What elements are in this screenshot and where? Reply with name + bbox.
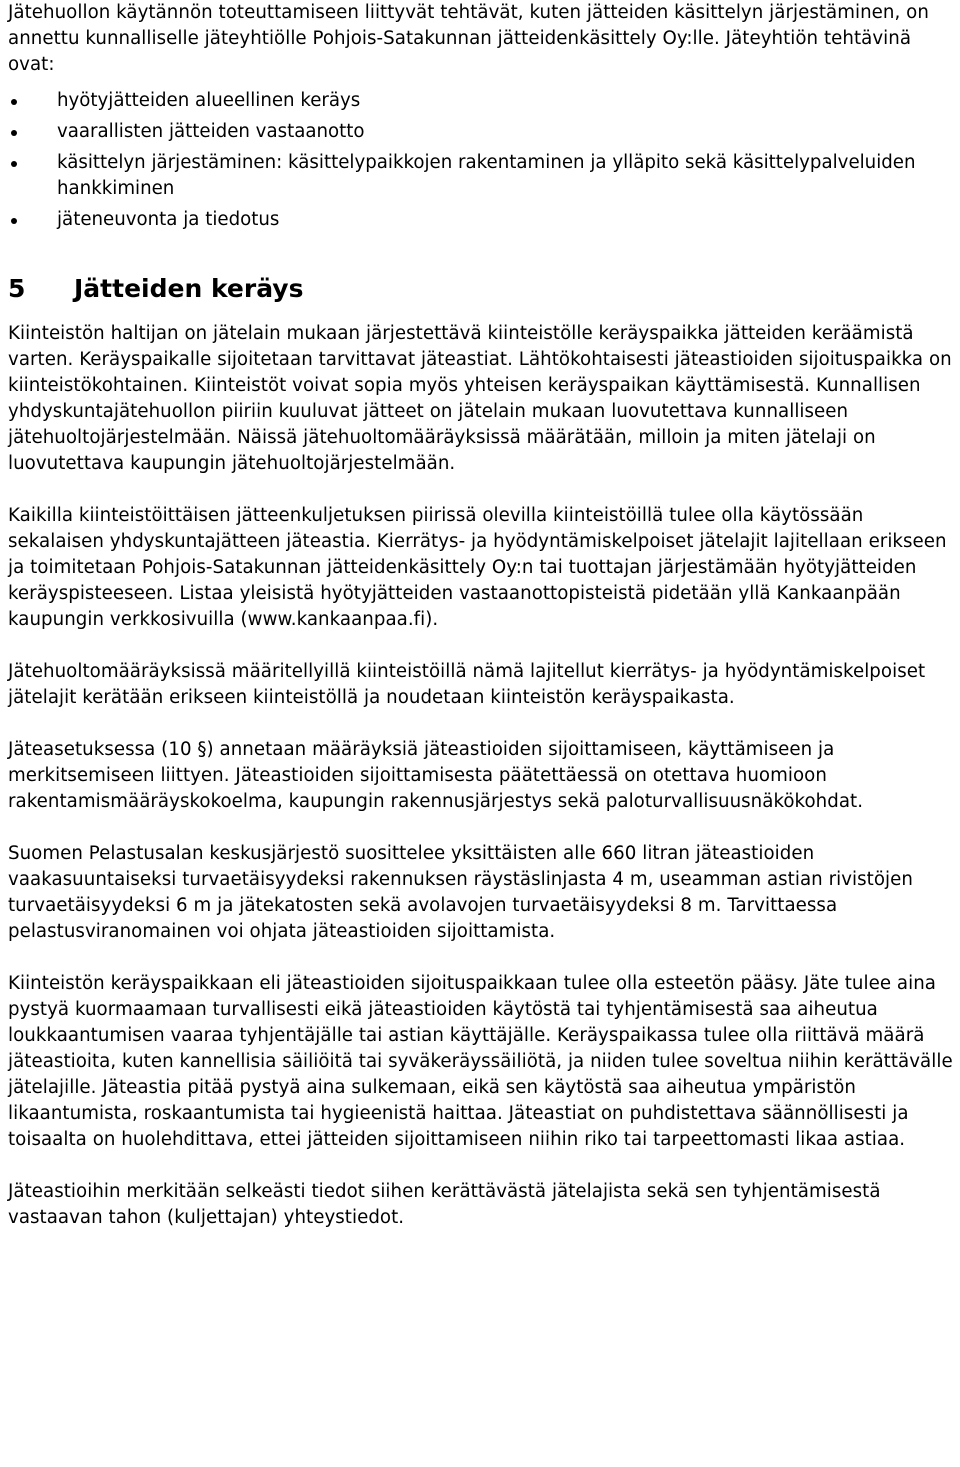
section-body: [8, 321, 958, 1231]
paragraph: Jäteastioihin merkitään selkeästi tiedot siihen kerättävästä jätelajista sekä sen tyhjentämisestä vastaavan tahon (kuljettajan) yhteystiedot.: [8, 1181, 881, 1228]
bullet-icon: [11, 99, 17, 105]
list-item-text: vaarallisten jätteiden vastaanotto: [57, 121, 365, 142]
section-heading: [8, 273, 958, 305]
list-item-text: hyötyjätteiden alueellinen keräys: [57, 90, 361, 111]
section-title: Jätteiden keräys: [74, 274, 304, 303]
section-number: 5: [8, 274, 26, 303]
list-item: [8, 150, 958, 202]
paragraph: Kiinteistön keräyspaikkaan eli jäteastioiden sijoituspaikkaan tulee olla esteetön pääsy. Jäte tulee aina pystyä kuormaamaan turvallisesti eikä jäteastioiden käytöstä tai tyhjentämisestä saa aiheutua loukkaantumisen vaaraa tyhjentäjälle tai astian käyttäjälle. Keräyspaikassa tulee olla riittävä määrä jäteastioita, kuten kannellisia säiliöitä tai syväkeräyssäiliötä, ja niiden tulee soveltua niihin kerättävälle jätelajille. Jäteastia pitää pystyä aina sulkemaan, eikä sen käytöstä saa aiheutua ympäristön likaantumista, roskaantumista tai hygieenistä haittaa. Jäteastiat on puhdistettava säännöllisesti ja toisaalta on huolehdittava, ettei jätteiden sijoittamiseen niihin riko tai tarpeettomasti likaa astiaa.: [8, 973, 953, 1150]
list-item: [8, 207, 958, 233]
intro-paragraph: Jätehuollon käytännön toteuttamiseen liittyvät tehtävät, kuten jätteiden käsittelyn järjestäminen, on annettu kunnalliselle jäteyhtiölle Pohjois-Satakunnan jätteidenkäsittely Oy:lle. Jäteyhtiön tehtävinä ovat:: [8, 2, 929, 75]
document-page: [8, 0, 958, 1231]
list-item: [8, 88, 958, 114]
bullet-icon: [11, 218, 17, 224]
list-item: [8, 119, 958, 145]
paragraph: Suomen Pelastusalan keskusjärjestö suosittelee yksittäisten alle 660 litran jäteastioiden vaakasuuntaiseksi turvaetäisyydeksi rakennuksen räystäslinjasta 4 m, useamman astian rivistöjen turvaetäisyydeksi 6 m ja jätekatosten sekä avolavojen turvaetäisyydeksi 8 m. Tarvittaessa pelastusviranomainen voi ohjata jäteastioiden sijoittamista.: [8, 843, 913, 942]
paragraph: Jätehuoltomääräyksissä määritellyillä kiinteistöillä nämä lajitellut kierrätys- ja hyödyntämiskelpoiset jätelajit kerätään erikseen kiinteistöllä ja noudetaan kiinteistön keräyspaikasta.: [8, 661, 926, 708]
list-item-text: jäteneuvonta ja tiedotus: [57, 209, 280, 230]
bullet-icon: [11, 161, 17, 167]
paragraph: Kiinteistön haltijan on jätelain mukaan järjestettävä kiinteistölle keräyspaikka jätteiden keräämistä varten. Keräyspaikalle sijoitetaan tarvittavat jäteastiat. Lähtökohtaisesti jäteastioiden sijoituspaikka on kiinteistökohtainen. Kiinteistöt voivat sopia myös yhteisen keräyspaikan käyttämisestä. Kunnallisen yhdyskuntajätehuollon piiriin kuuluvat jätteet on jätelain mukaan luovutettava kunnalliseen jätehuoltojärjestelmään. Näissä jätehuoltomääräyksissä määrätään, milloin ja miten jätelaji on luovutettava kaupungin jätehuoltojärjestelmään.: [8, 323, 952, 474]
duties-list: [8, 88, 958, 233]
bullet-icon: [11, 130, 17, 136]
paragraph: Kaikilla kiinteistöittäisen jätteenkuljetuksen piirissä olevilla kiinteistöillä tulee olla käytössään sekalaisen yhdyskuntajätteen jäteastia. Kierrätys- ja hyödyntämiskelpoiset jätelajit lajitellaan erikseen ja toimitetaan Pohjois-Satakunnan jätteidenkäsittely Oy:n tai tuottajan järjestämään hyötyjätteiden keräyspisteeseen. Listaa yleisistä hyötyjätteiden vastaanottopisteistä pidetään yllä Kankaanpään kaupungin verkkosivuilla (www.kankaanpaa.fi).: [8, 505, 947, 630]
list-item-text: käsittelyn järjestäminen: käsittelypaikkojen rakentaminen ja ylläpito sekä käsittelypalveluiden hankkiminen: [57, 152, 916, 199]
paragraph: Jäteasetuksessa (10 §) annetaan määräyksiä jäteastioiden sijoittamiseen, käyttämiseen ja merkitsemiseen liittyen. Jäteastioiden sijoittamisesta päätettäessä on otettava huomioon rakentamismääräyskokoelma, kaupungin rakennusjärjestys sekä paloturvallisuusnäkökohdat.: [8, 739, 864, 812]
